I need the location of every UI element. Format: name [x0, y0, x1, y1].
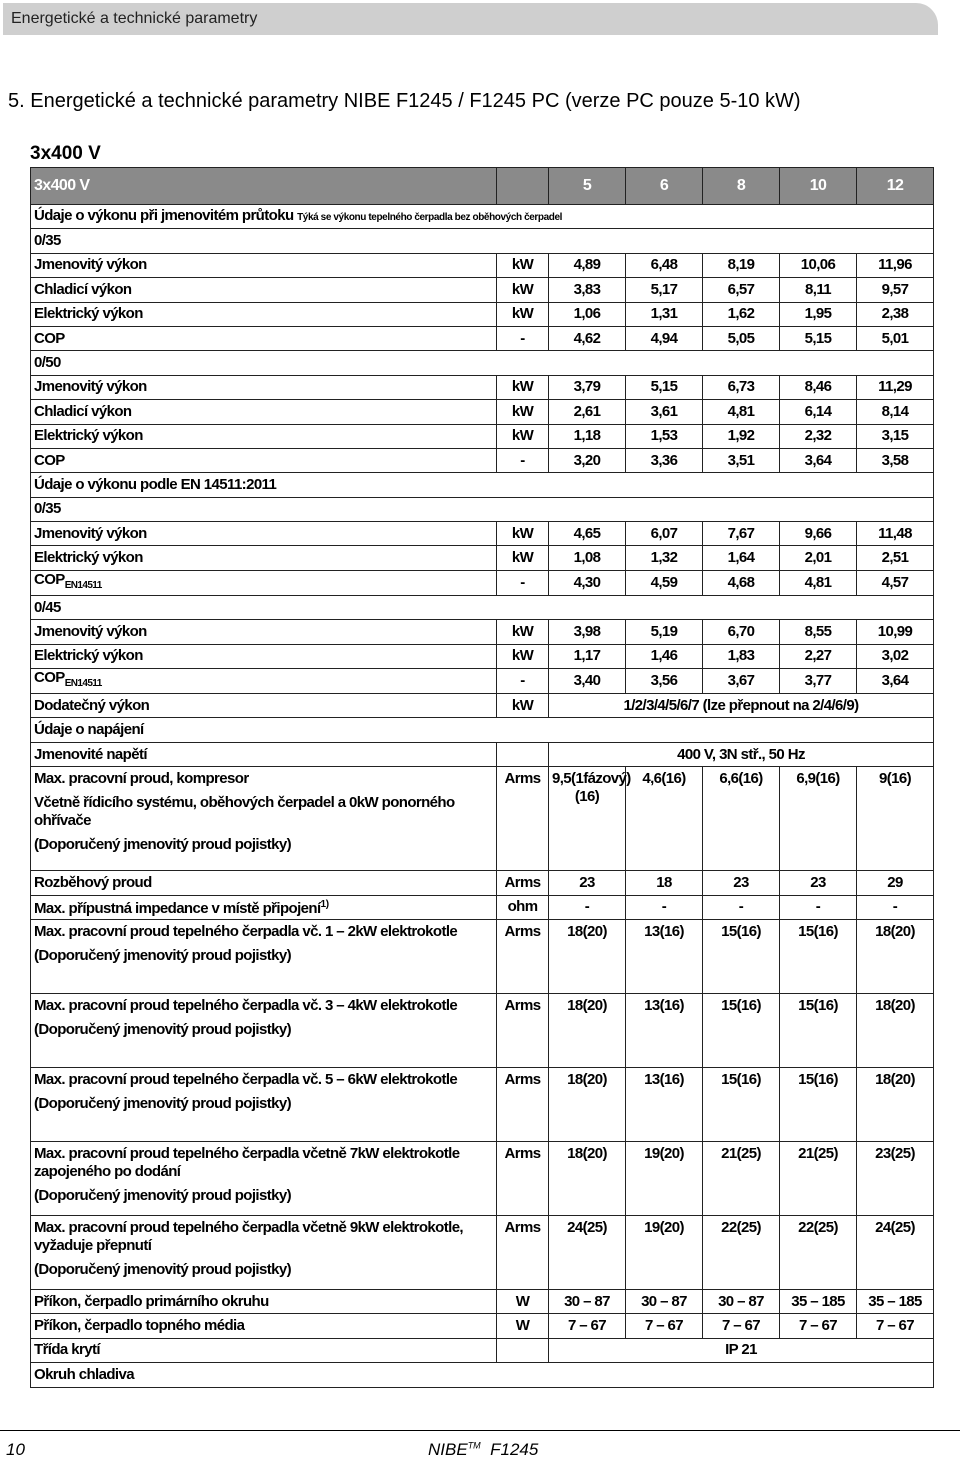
row-label [31, 546, 497, 570]
value-cell: 5,15 [780, 326, 857, 350]
value-cell: 2,51 [857, 546, 934, 570]
value-cell: 1,17 [549, 644, 626, 668]
table-row [31, 522, 934, 546]
row-unit: - [497, 448, 549, 472]
value-cell: 18(20) [549, 1067, 626, 1141]
value-cell: 5,19 [626, 620, 703, 644]
value-cell: 18(20) [549, 1141, 626, 1215]
table-row [31, 570, 934, 595]
row-unit: W [497, 1314, 549, 1338]
value-cell: 8,14 [857, 400, 934, 424]
table-row [31, 742, 934, 766]
row-unit [497, 742, 549, 766]
value-cell: 4,68 [703, 570, 780, 595]
row-label [31, 375, 497, 399]
value-cell: 15(16) [703, 993, 780, 1067]
merged-value: 400 V, 3N stř., 50 Hz [549, 742, 934, 766]
value-cell: 30 – 87 [549, 1289, 626, 1313]
value-cell: - [857, 895, 934, 919]
model-name: F1245 [490, 1440, 539, 1459]
row-label [31, 302, 497, 326]
row-label [31, 522, 497, 546]
header-size: 6 [626, 168, 703, 205]
value-cell: 2,38 [857, 302, 934, 326]
table-row [31, 253, 934, 277]
value-cell: 9,57 [857, 278, 934, 302]
row-label [31, 767, 497, 871]
row-label [31, 1338, 497, 1362]
row-label-text: Jmenovitý výkon [34, 622, 147, 640]
row-label [31, 694, 497, 718]
row-label-text: Max. pracovní proud tepelného čerpadla včetně 7kW elektrokotle zapojeného po dodání [34, 1144, 460, 1180]
section-cell [31, 473, 934, 497]
value-cell: 1,31 [626, 302, 703, 326]
row-label [31, 253, 497, 277]
row-note: (Doporučený jmenovitý proud pojistky) [34, 946, 291, 964]
row-label-text: Elektrický výkon [34, 647, 143, 665]
page-number: 10 [6, 1440, 25, 1459]
value-cell: 15(16) [780, 993, 857, 1067]
value-cell: 8,46 [780, 375, 857, 399]
row-label [31, 993, 497, 1067]
value-cell: 3,83 [549, 278, 626, 302]
row-unit: ohm [497, 895, 549, 919]
table-row [31, 473, 934, 497]
section-cell [31, 351, 934, 375]
value-cell: 21(25) [780, 1141, 857, 1215]
value-cell: 6,48 [626, 253, 703, 277]
value-cell: 1,08 [549, 546, 626, 570]
row-label-text: COP [34, 451, 65, 469]
row-unit: Arms [497, 871, 549, 895]
section-label: 0/45 [34, 598, 61, 616]
row-unit: kW [497, 375, 549, 399]
row-label [31, 424, 497, 448]
row-label [31, 326, 497, 350]
table-row [31, 229, 934, 253]
value-cell: 10,06 [780, 253, 857, 277]
section-cell [31, 718, 934, 742]
row-unit: - [497, 570, 549, 595]
row-label [31, 669, 497, 694]
row-label-text: Jmenovitý výkon [34, 524, 147, 542]
table-row [31, 595, 934, 619]
value-cell: 29 [857, 871, 934, 895]
table-row [31, 1067, 934, 1141]
table-row [31, 205, 934, 229]
value-cell: 3,77 [780, 669, 857, 694]
section-label: Údaje o napájení [34, 721, 144, 739]
value-cell: 11,48 [857, 522, 934, 546]
section-cell [31, 595, 934, 619]
value-cell: 7 – 67 [549, 1314, 626, 1338]
section-note: Týká se výkonu tepelného čerpadla bez oběhových čerpadel [297, 211, 563, 223]
value-cell: 6,73 [703, 375, 780, 399]
value-cell: 1,83 [703, 644, 780, 668]
value-cell: 2,01 [780, 546, 857, 570]
value-cell: 2,32 [780, 424, 857, 448]
section-cell [31, 205, 934, 229]
row-label [31, 919, 497, 993]
value-cell: 5,15 [626, 375, 703, 399]
row-unit: kW [497, 400, 549, 424]
value-cell: 3,64 [857, 669, 934, 694]
value-cell: 3,15 [857, 424, 934, 448]
value-cell: 10,99 [857, 620, 934, 644]
value-cell: 11,29 [857, 375, 934, 399]
value-cell: 8,19 [703, 253, 780, 277]
row-label-text: Jmenovité napětí [34, 745, 147, 763]
value-cell: 5,01 [857, 326, 934, 350]
row-label-text: Max. pracovní proud tepelného čerpadla vč. 5 – 6kW elektrokotle [34, 1070, 458, 1088]
value-cell: 22(25) [780, 1215, 857, 1289]
value-cell: 6,9(16) [780, 767, 857, 871]
value-cell: 3,64 [780, 448, 857, 472]
header-size: 8 [703, 168, 780, 205]
table-row [31, 919, 934, 993]
value-cell: 1,62 [703, 302, 780, 326]
row-unit: kW [497, 424, 549, 448]
row-label [31, 871, 497, 895]
row-label-text: COP [34, 329, 65, 347]
row-label [31, 742, 497, 766]
value-cell: 5,17 [626, 278, 703, 302]
table-row [31, 424, 934, 448]
label-superscript: 1) [320, 899, 329, 911]
header-voltage: 3x400 V [31, 168, 497, 205]
table-row [31, 326, 934, 350]
value-cell: 6,14 [780, 400, 857, 424]
row-unit: Arms [497, 767, 549, 871]
row-label-text: Max. pracovní proud tepelného čerpadla vč. 1 – 2kW elektrokotle [34, 922, 458, 940]
row-label [31, 448, 497, 472]
value-cell: 24(25) [857, 1215, 934, 1289]
row-label [31, 400, 497, 424]
table-row [31, 351, 934, 375]
row-label [31, 570, 497, 595]
row-unit: kW [497, 620, 549, 644]
row-unit: kW [497, 546, 549, 570]
row-label-text: Třída krytí [34, 1341, 100, 1359]
value-cell: 2,61 [549, 400, 626, 424]
value-cell: 1,18 [549, 424, 626, 448]
row-label-text: Max. pracovní proud tepelného čerpadla včetně 9kW elektrokotle, vyžaduje přepnutí [34, 1218, 464, 1254]
section-cell [31, 229, 934, 253]
row-unit [497, 1338, 549, 1362]
value-cell: 23 [549, 871, 626, 895]
value-cell: 13(16) [626, 919, 703, 993]
value-cell: 1,95 [780, 302, 857, 326]
value-cell: 30 – 87 [703, 1289, 780, 1313]
row-note: (Doporučený jmenovitý proud pojistky) [34, 1020, 291, 1038]
value-cell: 4,30 [549, 570, 626, 595]
value-cell: 6,07 [626, 522, 703, 546]
row-extra-text: Včetně řídicího systému, oběhových čerpadel a 0kW ponorného ohřívače [34, 794, 455, 830]
value-cell: 1,92 [703, 424, 780, 448]
value-cell: 1,06 [549, 302, 626, 326]
value-cell: 15(16) [703, 919, 780, 993]
table-row [31, 1314, 934, 1338]
row-label-text: Max. pracovní proud, kompresor [34, 770, 249, 788]
row-unit: kW [497, 522, 549, 546]
label-subscript: EN14511 [64, 678, 102, 690]
value-cell: - [703, 895, 780, 919]
value-cell: 3,98 [549, 620, 626, 644]
page-title: 5. Energetické a technické parametry NIBE F1245 / F1245 PC (verze PC pouze 5-10 kW) [8, 90, 801, 112]
value-cell: - [780, 895, 857, 919]
row-unit: kW [497, 253, 549, 277]
row-label-text: Max. přípustná impedance v místě připojení [34, 900, 321, 918]
table-row [31, 620, 934, 644]
value-cell: 1,53 [626, 424, 703, 448]
value-cell: 3,58 [857, 448, 934, 472]
value-cell: 18(20) [857, 919, 934, 993]
row-note: (Doporučený jmenovitý proud pojistky) [34, 1186, 291, 1204]
value-cell: 5,05 [703, 326, 780, 350]
value-cell: 30 – 87 [626, 1289, 703, 1313]
table-row [31, 400, 934, 424]
row-unit: Arms [497, 1067, 549, 1141]
row-label-text: Elektrický výkon [34, 549, 143, 567]
value-cell: 1,32 [626, 546, 703, 570]
merged-value: IP 21 [549, 1338, 934, 1362]
table-row [31, 278, 934, 302]
value-cell: 6,6(16) [703, 767, 780, 871]
value-cell: 4,6(16) [626, 767, 703, 871]
row-note: (Doporučený jmenovitý proud pojistky) [34, 1094, 291, 1112]
row-label-text: Chladicí výkon [34, 402, 132, 420]
value-cell: 7,67 [703, 522, 780, 546]
section-label: Údaje o výkonu při jmenovitém průtoku [34, 206, 294, 224]
section-label: Okruh chladiva [34, 1365, 134, 1383]
value-cell: 3,51 [703, 448, 780, 472]
table-header-row [31, 168, 934, 205]
value-cell: 3,56 [626, 669, 703, 694]
row-label [31, 620, 497, 644]
value-cell: 8,55 [780, 620, 857, 644]
value-cell: 7 – 67 [780, 1314, 857, 1338]
row-unit: kW [497, 278, 549, 302]
section-label: 0/35 [34, 232, 61, 250]
value-cell: 15(16) [703, 1067, 780, 1141]
value-cell: 15(16) [780, 919, 857, 993]
value-cell: 9,66 [780, 522, 857, 546]
label-subscript: EN14511 [64, 579, 102, 591]
value-cell: 3,36 [626, 448, 703, 472]
row-label-text: Jmenovitý výkon [34, 378, 147, 396]
table-row [31, 497, 934, 521]
table-row [31, 669, 934, 694]
value-cell: 8,11 [780, 278, 857, 302]
value-cell: 13(16) [626, 993, 703, 1067]
row-label-text: Max. pracovní proud tepelného čerpadla vč. 3 – 4kW elektrokotle [34, 996, 458, 1014]
row-label [31, 895, 497, 919]
row-unit: kW [497, 302, 549, 326]
value-cell: 9(16) [857, 767, 934, 871]
trademark: TM [467, 1440, 481, 1451]
value-cell: 23(25) [857, 1141, 934, 1215]
row-unit: kW [497, 694, 549, 718]
value-cell: 6,57 [703, 278, 780, 302]
footer-brand [428, 1440, 538, 1460]
row-label-text: Elektrický výkon [34, 305, 143, 323]
value-cell: 19(20) [626, 1215, 703, 1289]
value-cell: 21(25) [703, 1141, 780, 1215]
row-note: (Doporučený jmenovitý proud pojistky) [34, 836, 291, 854]
row-label [31, 1141, 497, 1215]
value-cell: 3,20 [549, 448, 626, 472]
row-label-text: Příkon, čerpadlo primárního okruhu [34, 1292, 269, 1310]
row-label [31, 644, 497, 668]
table-row [31, 1363, 934, 1387]
footer-divider [0, 1430, 960, 1431]
value-cell: 15(16) [780, 1067, 857, 1141]
value-cell: 4,57 [857, 570, 934, 595]
row-unit: - [497, 669, 549, 694]
table-row [31, 1141, 934, 1215]
section-label: 0/35 [34, 500, 61, 518]
value-cell: 35 – 185 [857, 1289, 934, 1313]
brand-name: NIBE [428, 1440, 468, 1459]
section-header: Energetické a technické parametry [11, 10, 258, 27]
header-size: 12 [857, 168, 934, 205]
table-row [31, 448, 934, 472]
header-size: 5 [549, 168, 626, 205]
value-cell: 3,67 [703, 669, 780, 694]
row-unit: - [497, 326, 549, 350]
value-cell: 19(20) [626, 1141, 703, 1215]
header-unit-cell [497, 168, 549, 205]
table-row [31, 694, 934, 718]
row-unit: kW [497, 644, 549, 668]
value-cell: 11,96 [857, 253, 934, 277]
value-cell: 4,59 [626, 570, 703, 595]
row-label-text: Příkon, čerpadlo topného média [34, 1317, 245, 1335]
table-row [31, 1215, 934, 1289]
value-cell: 22(25) [703, 1215, 780, 1289]
row-label [31, 1067, 497, 1141]
row-label [31, 1289, 497, 1313]
value-cell: 4,94 [626, 326, 703, 350]
value-cell: 18(20) [549, 919, 626, 993]
value-cell: 18(20) [857, 1067, 934, 1141]
table-row [31, 1338, 934, 1362]
value-cell: 4,81 [703, 400, 780, 424]
row-label [31, 278, 497, 302]
value-cell: 4,81 [780, 570, 857, 595]
value-cell: 1,64 [703, 546, 780, 570]
value-cell: 4,89 [549, 253, 626, 277]
value-cell: 3,02 [857, 644, 934, 668]
section-cell [31, 1363, 934, 1387]
table-row [31, 546, 934, 570]
value-cell: 3,61 [626, 400, 703, 424]
value-cell: 13(16) [626, 1067, 703, 1141]
value-cell: 1,46 [626, 644, 703, 668]
value-cell: 18(20) [549, 993, 626, 1067]
row-unit: Arms [497, 1141, 549, 1215]
row-note: (Doporučený jmenovitý proud pojistky) [34, 1260, 291, 1278]
table-row [31, 871, 934, 895]
value-cell: 24(25) [549, 1215, 626, 1289]
row-label-text: Dodatečný výkon [34, 696, 150, 714]
value-cell: 3,79 [549, 375, 626, 399]
row-unit: Arms [497, 919, 549, 993]
row-label [31, 1215, 497, 1289]
table-row [31, 718, 934, 742]
table-row [31, 302, 934, 326]
spec-table [30, 167, 934, 1388]
value-cell: 2,27 [780, 644, 857, 668]
section-cell [31, 497, 934, 521]
row-label-text: COP [34, 570, 65, 588]
table-row [31, 1289, 934, 1313]
row-label-text: Jmenovitý výkon [34, 256, 147, 274]
table-row [31, 644, 934, 668]
value-cell: 18 [626, 871, 703, 895]
value-cell: 9,5(1fázový) (16) [549, 767, 626, 871]
merged-value: 1/2/3/4/5/6/7 (lze přepnout na 2/4/6/9) [549, 694, 934, 718]
value-cell: 23 [780, 871, 857, 895]
value-cell: 4,62 [549, 326, 626, 350]
value-cell: - [626, 895, 703, 919]
table-row [31, 993, 934, 1067]
row-label-text: Chladicí výkon [34, 280, 132, 298]
voltage-subtitle: 3x400 V [30, 143, 101, 164]
row-unit: Arms [497, 1215, 549, 1289]
value-cell: 6,70 [703, 620, 780, 644]
value-cell: 35 – 185 [780, 1289, 857, 1313]
header-size: 10 [780, 168, 857, 205]
row-label-text: COP [34, 669, 65, 687]
row-unit: W [497, 1289, 549, 1313]
header-bar [3, 3, 938, 35]
row-label-text: Elektrický výkon [34, 427, 143, 445]
value-cell: 7 – 67 [703, 1314, 780, 1338]
value-cell: 3,40 [549, 669, 626, 694]
value-cell: 23 [703, 871, 780, 895]
value-cell: 4,65 [549, 522, 626, 546]
table-row [31, 895, 934, 919]
table-row [31, 767, 934, 871]
section-label: 0/50 [34, 354, 61, 372]
row-unit: Arms [497, 993, 549, 1067]
value-cell: 7 – 67 [857, 1314, 934, 1338]
table-row [31, 375, 934, 399]
section-label: Údaje o výkonu podle EN 14511:2011 [34, 475, 277, 493]
value-cell: - [549, 895, 626, 919]
value-cell: 18(20) [857, 993, 934, 1067]
row-label-text: Rozběhový proud [34, 873, 152, 891]
row-label [31, 1314, 497, 1338]
value-cell: 7 – 67 [626, 1314, 703, 1338]
